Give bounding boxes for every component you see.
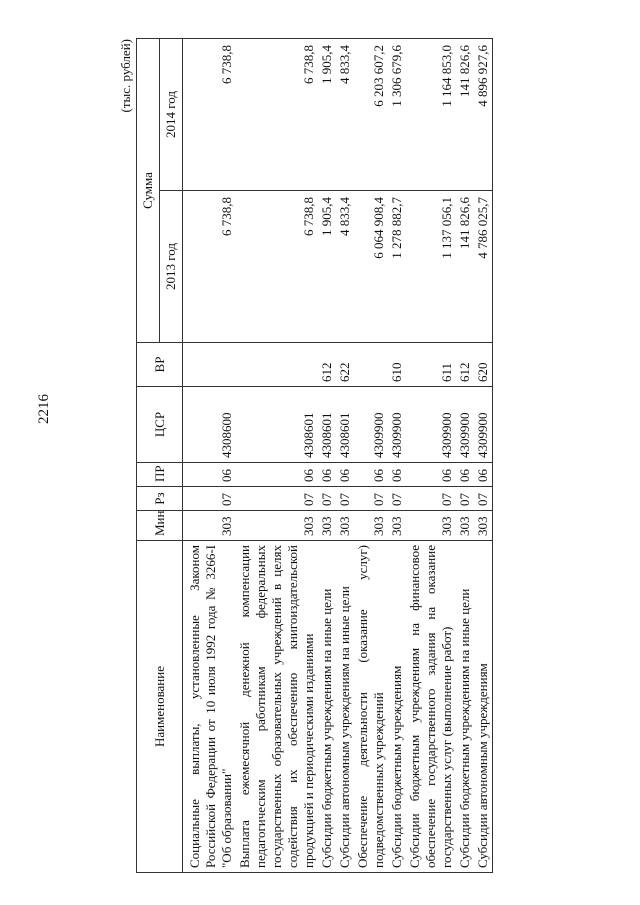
cell-y2014: 6 203 607,2 (354, 39, 388, 191)
table-row (388, 39, 406, 873)
cell-y2014: 1 905,4 (318, 39, 336, 191)
cell-csr: 4309900 (406, 387, 456, 463)
cell-rz: 07 (474, 487, 493, 511)
header-pr: ПР (137, 463, 183, 487)
table-body (183, 39, 493, 873)
cell-min: 303 (336, 511, 354, 541)
page-number: 2216 (36, 394, 52, 424)
table-row (456, 39, 474, 873)
cell-min: 303 (474, 511, 493, 541)
rotated-page-content (118, 33, 518, 873)
cell-rz: 07 (456, 487, 474, 511)
cell-rz: 07 (236, 487, 318, 511)
units-label: (тыс. рублей) (118, 39, 133, 113)
cell-vr: 622 (336, 343, 354, 387)
cell-y2014: 4 833,4 (336, 39, 354, 191)
cell-name: Субсидии бюджетным учреждениям на финансовое обеспечение государственного задания на оказание государственных услуг (выполнение работ) (406, 541, 456, 873)
cell-vr: 611 (406, 343, 456, 387)
header-name: Наименование (137, 541, 183, 873)
cell-vr: 610 (388, 343, 406, 387)
cell-min: 303 (318, 511, 336, 541)
budget-table (136, 38, 493, 873)
cell-min: 303 (236, 511, 318, 541)
header-sum: Сумма (137, 39, 160, 343)
cell-csr: 4309900 (388, 387, 406, 463)
cell-y2013: 6 738,8 (236, 191, 318, 343)
header-rz: Рз (137, 487, 183, 511)
header-2013: 2013 год (160, 191, 183, 343)
cell-y2014: 6 738,8 (236, 39, 318, 191)
cell-rz: 07 (354, 487, 388, 511)
table-row (336, 39, 354, 873)
cell-name: Обеспечение деятельности (оказание услуг) подведомственных учреждений (354, 541, 388, 873)
cell-csr: 4308601 (318, 387, 336, 463)
cell-name: Социальные выплаты, установленные Законом Российской Федерации от 10 июля 1992 года № 3266-I "Об образовании" (183, 541, 237, 873)
cell-csr: 4308600 (183, 387, 237, 463)
cell-csr: 4309900 (354, 387, 388, 463)
cell-y2013: 4 833,4 (336, 191, 354, 343)
cell-min: 303 (456, 511, 474, 541)
cell-min: 303 (354, 511, 388, 541)
table-header (137, 39, 183, 873)
cell-name: Субсидии бюджетным учреждениям на иные цели (318, 541, 336, 873)
cell-y2014: 141 826,6 (456, 39, 474, 191)
table-row (318, 39, 336, 873)
cell-y2014: 1 306 679,6 (388, 39, 406, 191)
cell-rz: 07 (406, 487, 456, 511)
header-vr: ВР (137, 343, 183, 387)
header-csr: ЦСР (137, 387, 183, 463)
cell-name: Субсидии автономным учреждениям (474, 541, 493, 873)
cell-name: Субсидии бюджетным учреждениям (388, 541, 406, 873)
table-row (236, 39, 318, 873)
cell-rz: 07 (183, 487, 237, 511)
cell-pr: 06 (406, 463, 456, 487)
cell-y2014: 1 164 853,0 (406, 39, 456, 191)
cell-y2014: 6 738,8 (183, 39, 237, 191)
cell-vr: 620 (474, 343, 493, 387)
cell-y2013: 1 905,4 (318, 191, 336, 343)
cell-vr: 612 (456, 343, 474, 387)
cell-pr: 06 (474, 463, 493, 487)
cell-pr: 06 (318, 463, 336, 487)
cell-rz: 07 (318, 487, 336, 511)
cell-pr: 06 (456, 463, 474, 487)
cell-y2013: 6 064 908,4 (354, 191, 388, 343)
cell-pr: 06 (236, 463, 318, 487)
cell-y2013: 6 738,8 (183, 191, 237, 343)
table-row (183, 39, 237, 873)
cell-name: Субсидии бюджетным учреждениям на иные цели (456, 541, 474, 873)
table-row (406, 39, 456, 873)
cell-vr (354, 343, 388, 387)
cell-vr (183, 343, 237, 387)
cell-vr: 612 (318, 343, 336, 387)
cell-pr: 06 (388, 463, 406, 487)
cell-rz: 07 (388, 487, 406, 511)
header-2014: 2014 год (160, 39, 183, 191)
cell-pr: 06 (354, 463, 388, 487)
cell-csr: 4309900 (456, 387, 474, 463)
cell-min: 303 (183, 511, 237, 541)
cell-csr: 4308601 (336, 387, 354, 463)
cell-y2013: 1 278 882,7 (388, 191, 406, 343)
cell-rz: 07 (336, 487, 354, 511)
cell-min: 303 (406, 511, 456, 541)
cell-y2013: 4 786 025,7 (474, 191, 493, 343)
cell-vr (236, 343, 318, 387)
cell-pr: 06 (336, 463, 354, 487)
cell-pr: 06 (183, 463, 237, 487)
cell-name: Выплата ежемесячной денежной компенсации педагогическим работникам федеральных государственных образовательных учреждений в целях содействия их обеспечению книгоиздательской продукцией и периодическими изданиями (236, 541, 318, 873)
cell-y2013: 141 826,6 (456, 191, 474, 343)
cell-csr: 4309900 (474, 387, 493, 463)
table-row (474, 39, 493, 873)
cell-min: 303 (388, 511, 406, 541)
cell-y2013: 1 137 056,1 (406, 191, 456, 343)
table-row (354, 39, 388, 873)
header-min: Мин (137, 511, 183, 541)
cell-y2014: 4 896 927,6 (474, 39, 493, 191)
cell-name: Субсидии автономным учреждениям на иные цели (336, 541, 354, 873)
cell-csr: 4308601 (236, 387, 318, 463)
